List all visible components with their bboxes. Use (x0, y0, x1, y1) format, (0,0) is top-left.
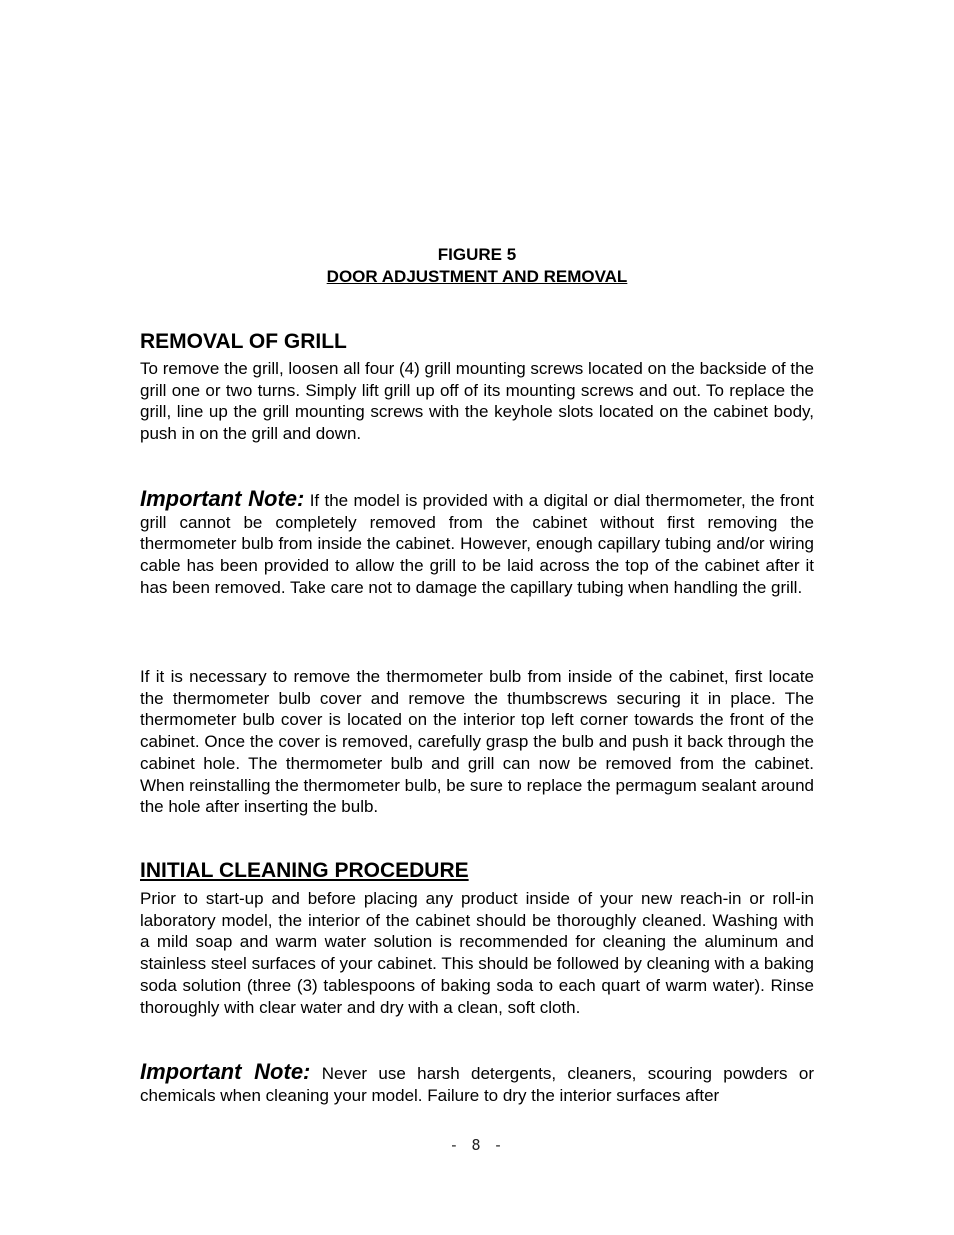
important-note-1-text: If the model is provided with a digital or dial thermometer, the front grill cannot be completely removed from the cabinet without first removing the thermometer bulb from inside the cabinet. However, enough capillary tubing and/or wiring cable has been provided to allow the grill to be laid across the top of the cabinet after it has been removed. Take care not to damage the capillary tubing when handling the grill. (140, 491, 815, 597)
important-note-2-label: Important Note: (140, 1059, 311, 1084)
initial-cleaning-heading: INITIAL CLEANING PROCEDURE (140, 859, 469, 882)
page-number: - 8 - (449, 1136, 505, 1154)
important-note-2-text: Never use harsh detergents, cleaners, scouring powders or chemicals when cleaning your model. Failure to dry the interior surfaces after (140, 1064, 815, 1105)
removal-of-grill-paragraph: To remove the grill, loosen all four (4) grill mounting screws located on the backside of the grill one or two turns. Simply lift grill up off of its mounting screws and out. To replace the grill, line up the grill mounting screws with the keyhole slots located on the cabinet body, push in on the grill and down. (140, 359, 814, 444)
thermometer-bulb-paragraph: If it is necessary to remove the thermometer bulb from inside of the cabinet, first locate the thermometer bulb cover and remove the thumbscrews securing it in place. The thermometer bulb cover is located on the interior top left corner towards the front of the cabinet. Once the cover is removed, carefully grasp the bulb and push it back through the cabinet hole. The thermometer bulb and grill can now be removed from the cabinet. When reinstalling the thermometer bulb, be sure to replace the permagum sealant around the hole after inserting the bulb. (140, 667, 814, 817)
figure-caption (140, 244, 814, 288)
figure-title: DOOR ADJUSTMENT AND REMOVAL (326, 267, 628, 286)
removal-of-grill-heading: REMOVAL OF GRILL (140, 330, 347, 353)
important-note-1-label: Important Note: (140, 486, 305, 511)
important-note-2 (140, 1061, 814, 1106)
important-note-1 (140, 488, 814, 599)
initial-cleaning-paragraph: Prior to start-up and before placing any product inside of your new reach-in or roll-in laboratory model, the interior of the cabinet should be thoroughly cleaned. Washing with a mild soap and warm water solution is recommended for cleaning the aluminum and stainless steel surfaces of your cabinet. This should be followed by cleaning with a baking soda solution (three (3) tablespoons of baking soda to each quart of warm water). Rinse thoroughly with clear water and dry with a clean, soft cloth. (140, 889, 814, 1017)
figure-label: FIGURE 5 (437, 245, 517, 264)
